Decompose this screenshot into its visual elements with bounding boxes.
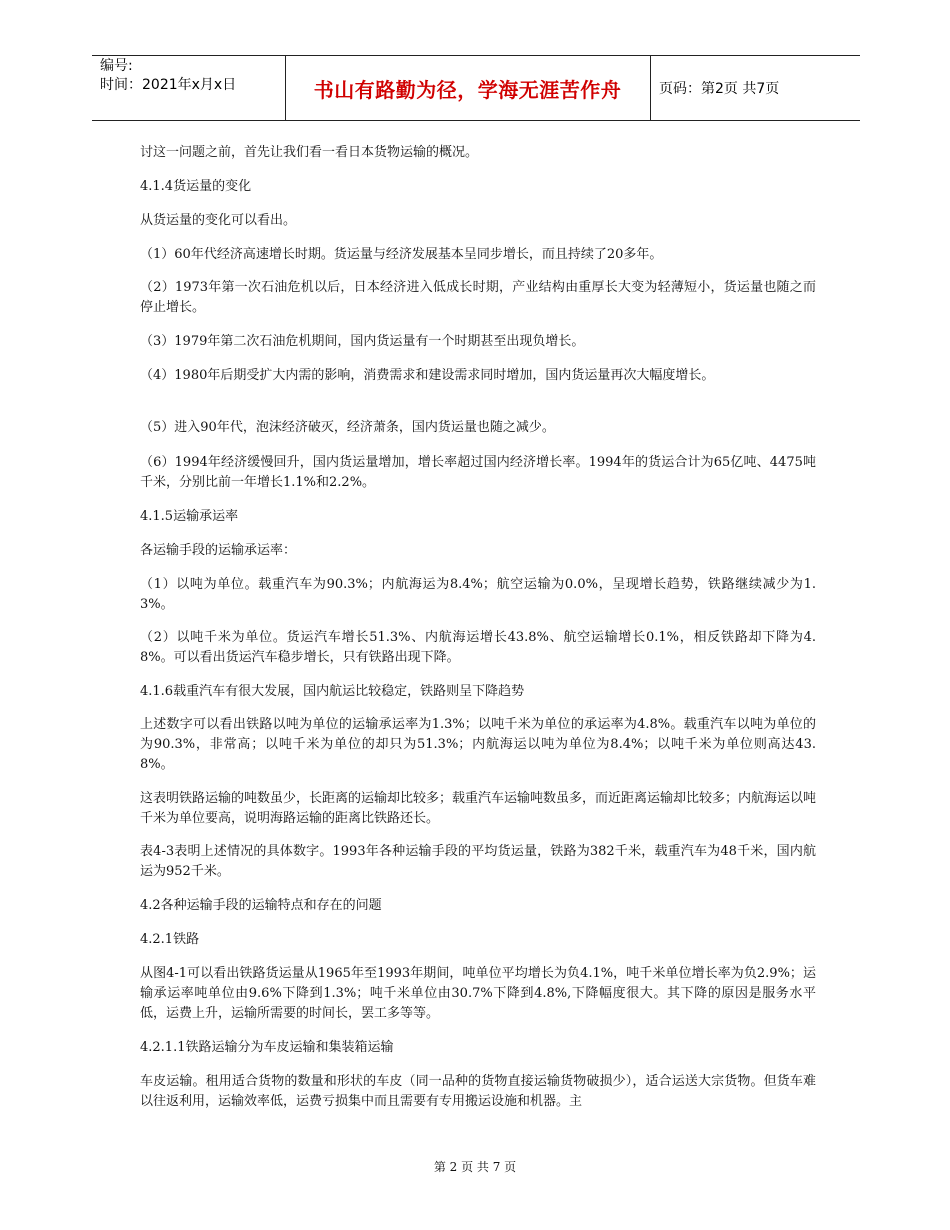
section-heading: 4.2各种运输手段的运输特点和存在的问题 xyxy=(140,898,382,913)
section-heading: 4.2.1铁路 xyxy=(140,932,200,947)
header-meta xyxy=(100,57,284,95)
paragraph: 从货运量的变化可以看出。 xyxy=(140,213,297,228)
list-item: （1）以吨为单位。载重汽车为90.3%；内航海运为8.4%；航空运输为0.0%，呈现增长趋势，铁路继续减少为1.3%。 xyxy=(140,577,816,612)
list-item: （3）1979年第二次石油危机期间，国内货运量有一个时期甚至出现负增长。 xyxy=(140,334,585,349)
list-item: （4）1980年后期受扩大内需的影响，消费需求和建设需求同时增加，国内货运量再次大幅度增长。 xyxy=(140,368,715,383)
paragraph: 各运输手段的运输承运率： xyxy=(140,543,297,558)
paragraph: 上述数字可以看出铁路以吨为单位的运输承运率为1.3%；以吨千米为单位的承运率为4.8%。载重汽车以吨为单位的为90.3%，非常高；以吨千米为单位的却只为51.3%；内航海运以吨为单位为8.4%；以吨千米为单位则高达43.8%。 xyxy=(140,717,816,772)
footer-page-number: 第 2 页 共 7 页 xyxy=(433,1160,517,1174)
header-motto: 书山有路勤为径，学海无涯苦作舟 xyxy=(313,77,622,102)
list-item: （2）以吨千米为单位。货运汽车增长51.3%、内航海运增长43.8%、航空运输增长0.1%，相反铁路却下降为4.8%。可以看出货运汽车稳步增长，只有铁路出现下降。 xyxy=(140,630,816,665)
paragraph: 从图4-1可以看出铁路货运量从1965年至1993年期间，吨单位平均增长为负4.1%，吨千米单位增长率为负2.9%；运输承运率吨单位由9.6%下降到1.3%；吨千米单位由30.7%下降到4.8%,下降幅度很大。其下降的原因是服务水平低，运费上升，运输所需要的时间长，罢工多等等。 xyxy=(140,966,816,1021)
list-item: （2）1973年第一次石油危机以后，日本经济进入低成长时期，产业结构由重厚长大变为轻薄短小，货运量也随之而停止增长。 xyxy=(140,280,816,315)
paragraph: 车皮运输。租用适合货物的数量和形状的车皮（同一品种的货物直接运输货物破损少），适合运送大宗货物。但货车难以往返利用，运输效率低，运费亏损集中而且需要有专用搬运设施和机器。主 xyxy=(140,1074,816,1109)
page-footer xyxy=(0,1158,950,1175)
section-heading: 4.2.1.1铁路运输分为车皮运输和集装箱运输 xyxy=(140,1040,394,1055)
document-body xyxy=(140,143,816,1112)
list-item: （6）1994年经济缓慢回升，国内货运量增加，增长率超过国内经济增长率。1994年的货运合计为65亿吨、4475吨千米，分别比前一年增长1.1%和2.2%。 xyxy=(140,455,816,490)
paragraph: 讨这一问题之前，首先让我们看一看日本货物运输的概况。 xyxy=(140,145,479,160)
list-item: （5）进入90年代，泡沫经济破灭，经济萧条，国内货运量也随之减少。 xyxy=(140,420,555,435)
list-item: （1）60年代经济高速增长时期。货运量与经济发展基本呈同步增长，而且持续了20多年。 xyxy=(140,247,663,262)
header-divider-right xyxy=(650,55,651,121)
section-heading: 4.1.5运输承运率 xyxy=(140,509,239,524)
paragraph: 这表明铁路运输的吨数虽少，长距离的运输却比较多；载重汽车运输吨数虽多，而近距离运输却比较多；内航海运以吨千米为单位要高，说明海路运输的距离比铁路还长。 xyxy=(140,791,817,826)
header-page-number: 页码：第2页 共7页 xyxy=(659,81,780,97)
document-number-label: 编号: xyxy=(100,58,133,74)
document-time-label: 时间：2021年x月x日 xyxy=(100,77,237,93)
paragraph: 表4-3表明上述情况的具体数字。1993年各种运输手段的平均货运量，铁路为382千米，载重汽车为48千米，国内航运为952千米。 xyxy=(140,844,816,879)
section-heading: 4.1.6载重汽车有很大发展，国内航运比较稳定，铁路则呈下降趋势 xyxy=(140,684,525,699)
section-heading: 4.1.4货运量的变化 xyxy=(140,179,252,194)
